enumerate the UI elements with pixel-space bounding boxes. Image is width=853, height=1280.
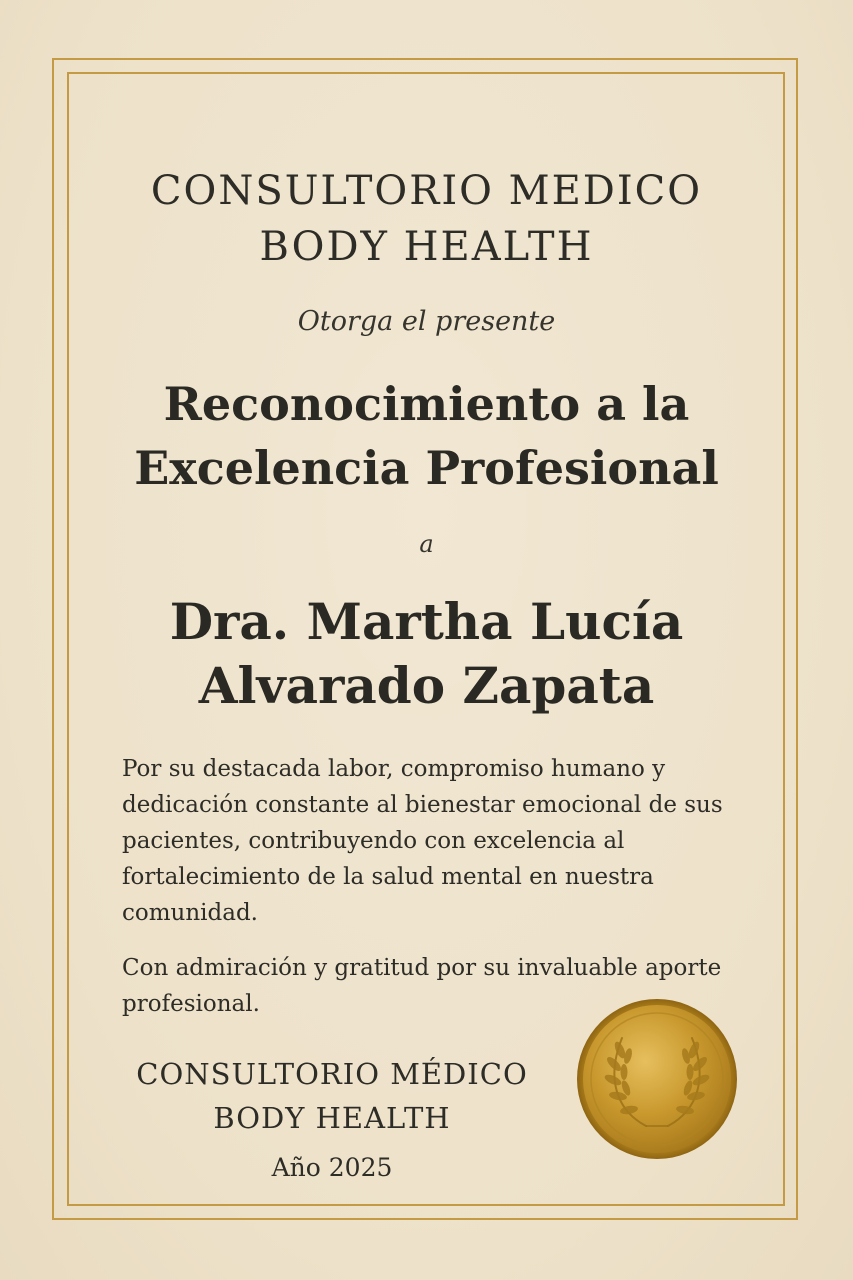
award-title-line-1: Reconocimiento a la: [163, 377, 690, 431]
issuer-signature-line-2: BODY HEALTH: [213, 1101, 451, 1135]
issuer-heading-line-1: CONSULTORIO MEDICO: [150, 168, 703, 214]
issuer-heading: [0, 163, 853, 275]
recipient-name: [0, 590, 853, 718]
award-title: [0, 372, 853, 500]
award-title-line-2: Excelencia Profesional: [134, 441, 719, 495]
year-label: Año 2025: [271, 1153, 393, 1182]
recipient-name-line-1: Dra. Martha Lucía: [169, 592, 684, 651]
to-word: a: [419, 530, 434, 558]
issuer-heading-line-2: BODY HEALTH: [259, 224, 594, 270]
issuer-signature-line-1: CONSULTORIO MÉDICO: [136, 1057, 528, 1091]
gold-laurel-seal-icon: [576, 998, 738, 1160]
issuer-signature-block: [112, 1052, 552, 1140]
recipient-name-line-2: Alvarado Zapata: [198, 656, 655, 715]
grants-text: Otorga el presente: [297, 306, 556, 337]
citation-paragraph: Por su destacada labor, compromiso humano y dedicación constante al bienestar emocional de sus pacientes, contribuyendo con excelencia al fortalecimiento de la salud mental en nuestra comunidad.: [122, 756, 723, 926]
gratitude-paragraph: Con admiración y gratitud por su invaluable aporte profesional.: [122, 955, 722, 1017]
